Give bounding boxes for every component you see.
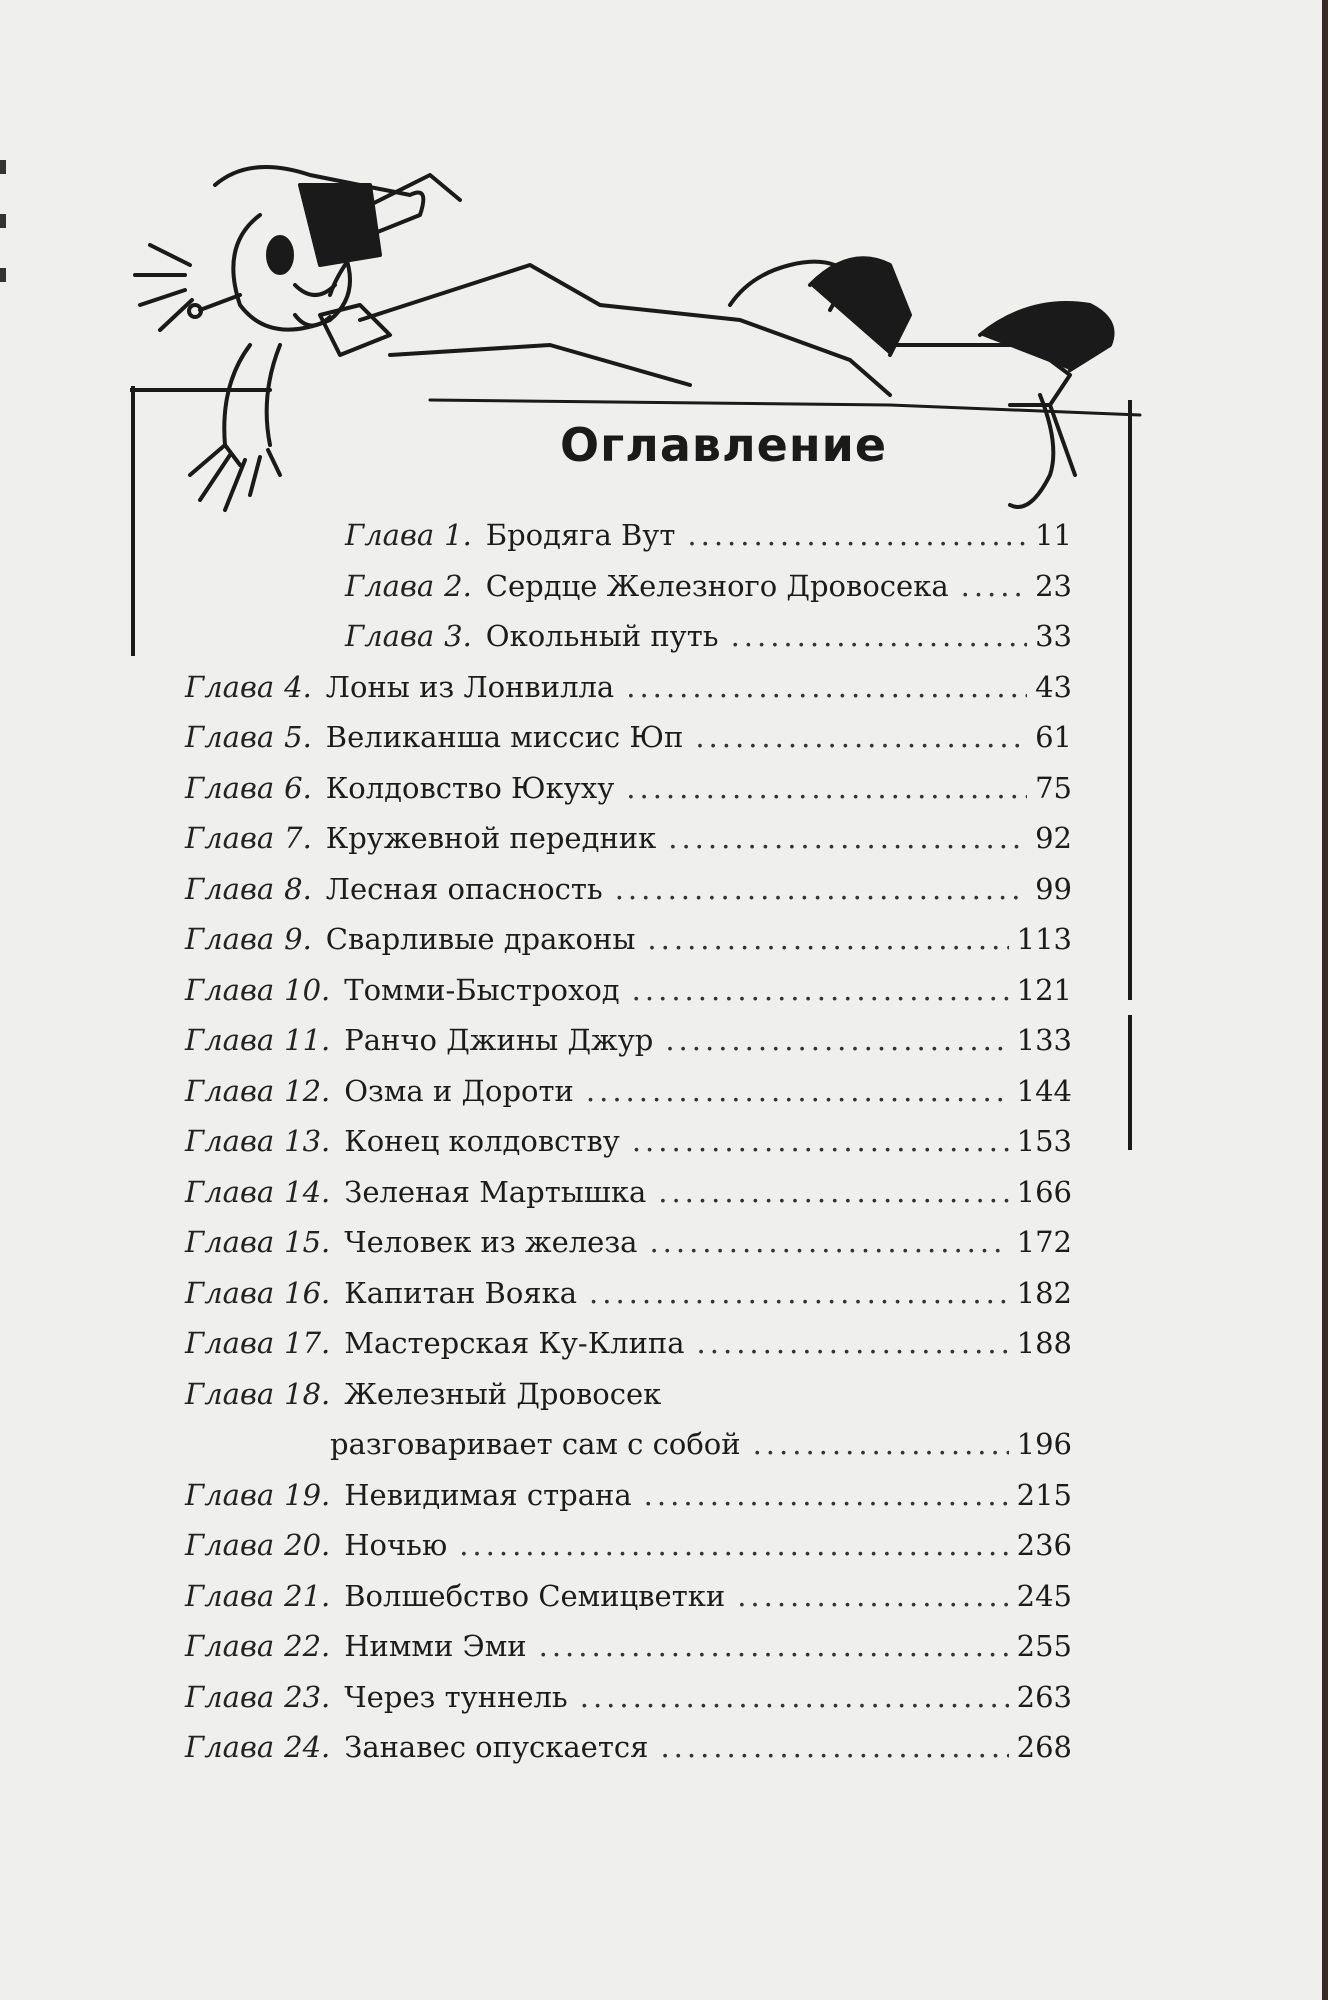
chapter-label: Глава: [185, 1023, 275, 1057]
chapter-number: 4.: [284, 669, 312, 704]
page-number: 166: [1016, 1174, 1072, 1209]
chapter-number: 10.: [284, 972, 331, 1007]
chapter-title: Невидимая страна: [344, 1477, 632, 1512]
toc-entry: [185, 717, 1072, 757]
page-number: 236: [1016, 1528, 1072, 1562]
chapter-title: Сварливые драконы: [325, 922, 636, 956]
dot-leader: [580, 1677, 1009, 1717]
dot-leader: [644, 1475, 1009, 1515]
toc-entry: [185, 1525, 1072, 1565]
chapter-label: Глава: [345, 518, 435, 552]
chapter-label: Глава: [185, 1225, 275, 1259]
page-number: 196: [1016, 1427, 1072, 1461]
chapter-number: 6.: [284, 770, 312, 805]
chapter-label: Глава: [185, 922, 275, 956]
chapter-number: 11.: [284, 1023, 331, 1057]
toc-entry: [185, 1273, 1072, 1313]
toc-entry: [185, 1727, 1072, 1767]
dot-leader: [737, 1576, 1008, 1616]
dot-leader: [695, 717, 1027, 757]
page-number: 11: [1035, 518, 1072, 552]
chapter-label: Глава: [185, 821, 275, 855]
chapter-title: Сердце Железного Дровосека: [485, 568, 949, 603]
page-number: 263: [1016, 1679, 1072, 1714]
chapter-title: Нимми Эми: [344, 1629, 527, 1663]
chapter-label: Глава: [185, 972, 275, 1007]
dot-leader: [586, 1071, 1009, 1111]
chapter-number: 5.: [284, 720, 312, 754]
chapter-label: Глава: [185, 669, 275, 704]
toc-entry: [345, 566, 1072, 606]
toc-entry: [185, 667, 1072, 707]
page-number: 268: [1016, 1730, 1072, 1764]
dot-leader: [753, 1424, 1009, 1464]
toc-entry: [185, 1374, 1072, 1414]
page-number: 182: [1016, 1275, 1072, 1310]
chapter-title: Конец колдовству: [344, 1124, 620, 1158]
chapter-title-continuation: разговаривает сам с собой: [330, 1427, 741, 1461]
chapter-title: Кружевной передник: [325, 821, 657, 855]
chapter-title: Колдовство Юкуху: [325, 770, 615, 805]
chapter-title: Мастерская Ку-Клипа: [344, 1326, 685, 1360]
chapter-number: 22.: [284, 1629, 331, 1663]
dot-leader: [731, 616, 1028, 656]
chapter-number: 13.: [284, 1124, 331, 1158]
dot-leader: [660, 1727, 1008, 1767]
chapter-number: 16.: [284, 1275, 331, 1310]
page-number: 144: [1016, 1073, 1072, 1108]
page-number: 99: [1035, 871, 1072, 906]
dot-leader: [539, 1626, 1009, 1666]
page-number: 188: [1016, 1326, 1072, 1360]
chapter-label: Глава: [185, 1477, 275, 1512]
chapter-label: Глава: [185, 1629, 275, 1663]
chapter-label: Глава: [185, 1730, 275, 1764]
page-number: 75: [1035, 770, 1072, 805]
chapter-number: 14.: [284, 1174, 331, 1209]
toc-entry: [185, 1071, 1072, 1111]
chapter-label: Глава: [185, 1073, 275, 1108]
dot-leader: [668, 818, 1027, 858]
dot-leader: [961, 566, 1027, 606]
toc-entry: [185, 1626, 1072, 1666]
chapter-number: 7.: [284, 821, 312, 855]
chapter-number: 2.: [444, 568, 472, 603]
dot-leader: [459, 1525, 1008, 1565]
chapter-label: Глава: [185, 871, 275, 906]
chapter-label: Глава: [185, 1275, 275, 1310]
toc-entry: [185, 970, 1072, 1010]
chapter-label: Глава: [185, 1326, 275, 1360]
dot-leader: [697, 1323, 1009, 1363]
toc-entry: [185, 1121, 1072, 1161]
chapter-title: Лоны из Лонвилла: [325, 669, 615, 704]
chapter-title: Ранчо Джины Джур: [344, 1023, 654, 1057]
chapter-number: 23.: [284, 1679, 331, 1714]
dot-leader: [615, 869, 1027, 909]
page-number: 43: [1035, 669, 1072, 704]
chapter-number: 9.: [284, 922, 312, 956]
toc-entry-continuation: [330, 1424, 1072, 1464]
chapter-label: Глава: [345, 568, 435, 603]
chapter-title: Озма и Дороти: [344, 1073, 574, 1108]
page-title: Оглавление: [560, 418, 888, 472]
chapter-number: 18.: [284, 1376, 331, 1411]
page-number: 113: [1016, 922, 1072, 956]
chapter-label: Глава: [185, 1679, 275, 1714]
chapter-title: Человек из железа: [344, 1225, 638, 1259]
chapter-title: Томми-Быстроход: [344, 972, 620, 1007]
dot-leader: [632, 1121, 1009, 1161]
dot-leader: [626, 768, 1027, 808]
chapter-title: Через туннель: [344, 1679, 568, 1714]
toc-entry: [185, 768, 1072, 808]
toc-entry: [185, 1222, 1072, 1262]
chapter-number: 19.: [284, 1477, 331, 1512]
page-number: 92: [1035, 821, 1072, 855]
page-number: 153: [1016, 1124, 1072, 1158]
page-edge: [1322, 0, 1328, 2000]
toc-entry: [185, 1323, 1072, 1363]
toc-entry: [185, 1677, 1072, 1717]
page-number: 245: [1016, 1578, 1072, 1613]
toc-entry: [185, 1172, 1072, 1212]
toc-entry: [185, 1020, 1072, 1060]
dot-leader: [626, 667, 1027, 707]
chapter-number: 21.: [284, 1578, 331, 1613]
page-number: 23: [1035, 568, 1072, 603]
toc-entry: [185, 818, 1072, 858]
chapter-label: Глава: [185, 1174, 275, 1209]
toc-entry: [345, 515, 1072, 555]
chapter-title: Зеленая Мартышка: [344, 1174, 647, 1209]
chapter-label: Глава: [185, 1124, 275, 1158]
chapter-label: Глава: [185, 1376, 275, 1411]
dot-leader: [665, 1020, 1008, 1060]
chapter-number: 15.: [284, 1225, 331, 1259]
chapter-title: Волшебство Семицветки: [344, 1578, 726, 1613]
chapter-title: Ночью: [344, 1528, 448, 1562]
chapter-label: Глава: [345, 619, 435, 653]
chapter-title: Окольный путь: [485, 619, 719, 653]
toc-entry: [185, 1576, 1072, 1616]
toc-entry: [185, 869, 1072, 909]
toc-entry: [185, 1475, 1072, 1515]
chapter-label: Глава: [185, 720, 275, 754]
chapter-title: Занавес опускается: [344, 1730, 649, 1764]
chapter-title: Железный Дровосек: [344, 1376, 662, 1411]
chapter-label: Глава: [185, 1528, 275, 1562]
chapter-number: 24.: [284, 1730, 331, 1764]
chapter-number: 20.: [284, 1528, 331, 1562]
dot-leader: [687, 515, 1027, 555]
dot-leader: [649, 1222, 1008, 1262]
chapter-title: Лесная опасность: [325, 871, 603, 906]
toc-entry: [185, 919, 1072, 959]
chapter-number: 8.: [284, 871, 312, 906]
page-number: 121: [1016, 972, 1072, 1007]
page-number: 215: [1016, 1477, 1072, 1512]
chapter-number: 17.: [284, 1326, 331, 1360]
page-number: 61: [1035, 720, 1072, 754]
chapter-number: 1.: [444, 518, 472, 552]
chapter-title: Капитан Вояка: [344, 1275, 578, 1310]
chapter-title: Бродяга Вут: [485, 518, 676, 552]
page-number: 255: [1016, 1629, 1072, 1663]
dot-leader: [658, 1172, 1008, 1212]
dot-leader: [632, 970, 1009, 1010]
dot-leader: [647, 919, 1008, 959]
page-number: 172: [1016, 1225, 1072, 1259]
page-number: 133: [1016, 1023, 1072, 1057]
toc-entry: [345, 616, 1072, 656]
chapter-title: Великанша миссис Юп: [325, 720, 684, 754]
chapter-label: Глава: [185, 1578, 275, 1613]
page-number: 33: [1035, 619, 1072, 653]
chapter-label: Глава: [185, 770, 275, 805]
chapter-number: 12.: [284, 1073, 331, 1108]
chapter-number: 3.: [444, 619, 472, 653]
dot-leader: [589, 1273, 1009, 1313]
